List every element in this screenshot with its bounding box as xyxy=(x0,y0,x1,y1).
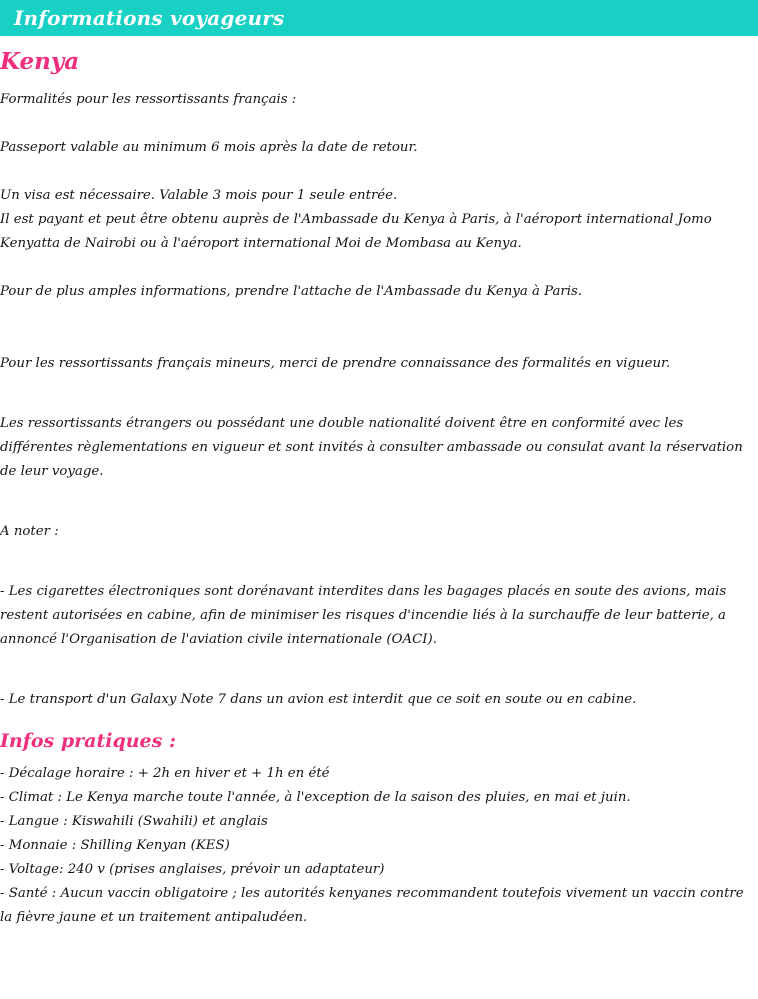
list-item: - Monnaie : Shilling Kenyan (KES) xyxy=(0,838,230,854)
spacer xyxy=(0,112,756,136)
passport-requirement: Passeport valable au minimum 6 mois après la date de retour. xyxy=(0,139,418,155)
spacer xyxy=(0,76,756,88)
page-title: Kenya xyxy=(0,48,80,75)
list-item: - Santé : Aucun vaccin obligatoire ; les autorités kenyanes recommandent toutefois vivement un vaccin contre la fièvre jaune et un traitement antipaludéen. xyxy=(0,886,744,926)
note-ecigarettes: - Les cigarettes électroniques sont dorénavant interdites dans les bagages placés en soute des avions, mais restent autorisées en cabine, afin de minimiser les risques d'incendie liés à la surchauffe de leur batterie, a annoncé l'Organisation de l'aviation civile internationale (OACI). xyxy=(0,583,727,647)
practical-info-title: Infos pratiques : xyxy=(0,729,176,752)
practical-info-list xyxy=(0,762,756,930)
page-header xyxy=(0,0,758,36)
spacer xyxy=(0,652,756,688)
list-item: - Langue : Kiswahili (Swahili) et anglais xyxy=(0,814,268,830)
foreign-nationals-information: Les ressortissants étrangers ou possédant une double nationalité doivent être en conformité avec les différentes règlementations en vigueur et sont invités à consulter ambassade ou consulat avant la réservation de leur voyage. xyxy=(0,415,743,479)
spacer xyxy=(0,484,756,520)
page-content xyxy=(0,48,758,930)
spacer xyxy=(0,160,756,184)
list-item: - Climat : Le Kenya marche toute l'année, à l'exception de la saison des pluies, en mai et juin. xyxy=(0,790,631,806)
minors-information: Pour les ressortissants français mineurs, merci de prendre connaissance des formalités en vigueur. xyxy=(0,355,671,371)
more-information: Pour de plus amples informations, prendre l'attache de l'Ambassade du Kenya à Paris. xyxy=(0,283,583,299)
visa-requirement-line1: Un visa est nécessaire. Valable 3 mois pour 1 seule entrée. xyxy=(0,187,398,203)
formalities-intro: Formalités pour les ressortissants français : xyxy=(0,91,297,107)
visa-requirement-line2: Il est payant et peut être obtenu auprès de l'Ambassade du Kenya à Paris, à l'aéroport international Jomo Kenyatta de Nairobi ou à l'aéroport international Moi de Mombasa au Kenya. xyxy=(0,211,712,251)
header-title: Informations voyageurs xyxy=(14,6,285,30)
spacer xyxy=(0,304,756,352)
spacer xyxy=(0,256,756,280)
spacer xyxy=(0,376,756,412)
note-label: A noter : xyxy=(0,523,59,539)
note-galaxy-note-7: - Le transport d'un Galaxy Note 7 dans un avion est interdit que ce soit en soute ou en cabine. xyxy=(0,691,637,707)
spacer xyxy=(0,544,756,580)
list-item: - Décalage horaire : + 2h en hiver et + 1h en été xyxy=(0,766,330,782)
list-item: - Voltage: 240 v (prises anglaises, prévoir un adaptateur) xyxy=(0,862,385,878)
